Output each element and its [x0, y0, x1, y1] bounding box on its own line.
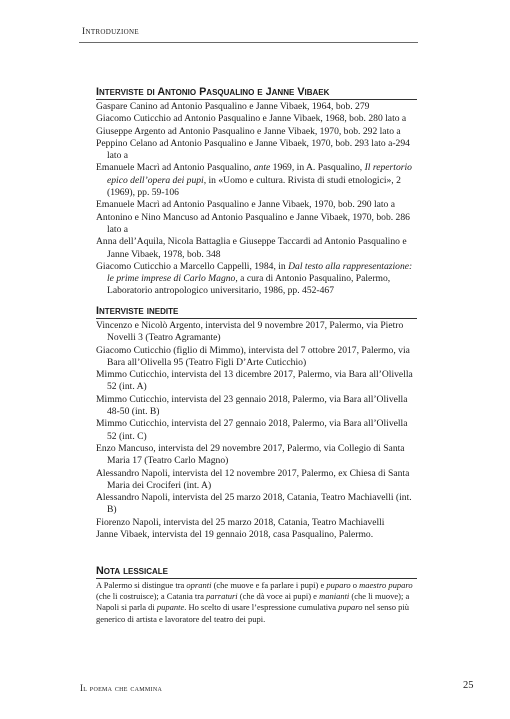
- text-run: (che li muove); a Napoli si parla di: [96, 591, 410, 613]
- section-title: Interviste di Antonio Pasqualino e Janne Vibaek: [96, 86, 417, 100]
- entry-list: [96, 101, 417, 298]
- bibliography-entry: [96, 261, 417, 298]
- bibliography-entry: Anna dell’Aquila, Nicola Battaglia e Giuseppe Taccardi ad Antonio Pasqualino e Janne Vibaek, 1978, bob. 348: [96, 236, 407, 260]
- text-run: (che li costruisce); a Catania tra: [96, 591, 206, 602]
- section-nota-lessicale: [96, 565, 417, 625]
- bibliography-entry: Alessandro Napoli, intervista del 25 marzo 2018, Catania, Teatro Machiavelli (int. B): [96, 492, 412, 516]
- bibliography-entry: Mimmo Cuticchio, intervista del 27 gennaio 2018, Palermo, via Bara all’Olivella 52 (int. C): [96, 418, 408, 442]
- bibliography-entry: Alessandro Napoli, intervista del 12 novembre 2017, Palermo, ex Chiesa di Santa Maria dei Crociferi (int. A): [96, 467, 410, 491]
- bibliography-entry: Peppino Celano ad Antonio Pasqualino e Janne Vibaek, 1970, bob. 293 lato a-294 lato a: [96, 137, 410, 162]
- italic-text: ante: [253, 162, 271, 174]
- bibliography-entry: Giuseppe Argento ad Antonio Pasqualino e Janne Vibaek, 1970, bob. 292 lato a: [96, 125, 401, 137]
- bibliography-entry: Giacomo Cuticchio ad Antonio Pasqualino e Janne Vibaek, 1968, bob. 280 lato a: [96, 113, 407, 125]
- bibliography-entry: Enzo Mancuso, intervista del 29 novembre 2017, Palermo, via Collegio di Santa Maria 17 (Teatro Carlo Magno): [96, 442, 405, 467]
- text-run: , a cura di Antonio Pasqualino, Palermo, Laboratorio antropologico universitario, 1986, pp. 452-467: [107, 273, 391, 297]
- bibliography-entry: Gaspare Canino ad Antonio Pasqualino e Janne Vibaek, 1964, bob. 279: [96, 101, 370, 112]
- section-interviste-pasqualino: [96, 86, 417, 298]
- bibliography-entry: Antonino e Nino Mancuso ad Antonio Pasqualino e Janne Vibaek, 1970, bob. 286 lato a: [96, 211, 410, 235]
- italic-text: parraturi: [205, 591, 238, 602]
- header-rule: [79, 42, 418, 43]
- italic-text: manianti: [319, 591, 350, 602]
- italic-text: opranti: [186, 580, 212, 590]
- footer-book-title: Il poema che cammina: [80, 683, 163, 693]
- section-title: Interviste inedite: [96, 305, 417, 319]
- bibliography-entry: Janne Vibaek, intervista del 19 gennaio 2018, casa Pasqualino, Palermo.: [96, 529, 374, 541]
- entry-list: [96, 320, 417, 541]
- running-head: Introduzione: [82, 27, 139, 37]
- text-run: o: [350, 580, 360, 590]
- bibliography-entry: Emanuele Macrì ad Antonio Pasqualino e Janne Vibaek, 1970, bob. 290 lato a: [96, 199, 395, 211]
- bibliography-entry: Vincenzo e Nicolò Argento, intervista del 9 novembre 2017, Palermo, via Pietro Novelli 3 (Teatro Agramante): [96, 320, 404, 344]
- italic-text: maestro puparo: [359, 580, 413, 590]
- section-title: Nota lessicale: [96, 565, 417, 579]
- italic-text: puparo: [338, 602, 363, 613]
- text-run: (che dà voce ai pupi) e: [237, 591, 320, 602]
- page-number: 25: [463, 680, 474, 691]
- bibliography-entry: Giacomo Cuticchio (figlio di Mimmo), intervista del 7 ottobre 2017, Palermo, via Bara all’Olivella 95 (Teatro Figli D’Arte Cuticchio): [96, 344, 410, 368]
- bibliography-entry: Fiorenzo Napoli, intervista del 25 marzo 2018, Catania, Teatro Machiavelli: [96, 516, 385, 528]
- text-run: Giacomo Cuticchio a Marcello Cappelli, 1984, in: [96, 260, 289, 272]
- text-run: nel senso più generico di artista e lavoratore del teatro dei pupi.: [96, 602, 409, 624]
- bibliography-entry: Mimmo Cuticchio, intervista del 23 gennaio 2018, Palermo, via Bara all’Olivella 48-50 (int. B): [96, 393, 408, 418]
- text-run: (che muove e fa parlare i pupi) e: [211, 580, 327, 590]
- text-run: 1969, in A. Pasqualino,: [270, 162, 365, 174]
- italic-text: pupante: [156, 602, 185, 613]
- italic-text: puparo: [326, 580, 351, 590]
- nota-paragraph: [96, 580, 417, 625]
- text-run: . Ho scelto di usare l’espressione cumulativa: [184, 602, 339, 613]
- bibliography-entry: Mimmo Cuticchio, intervista del 13 dicembre 2017, Palermo, via Bara all’Olivella 52 (int. A): [96, 369, 413, 393]
- text-run: , in «Uomo e cultura. Rivista di studi etnologici», 2 (1969), pp. 59-106: [107, 174, 401, 199]
- italic-text: Dal testo alla rappresentazione: le prime imprese di Carlo Magno: [107, 260, 413, 285]
- text-run: A Palermo si distingue tra: [96, 580, 187, 590]
- bibliography-entry: [96, 162, 417, 199]
- text-run: Emanuele Macrì ad Antonio Pasqualino,: [96, 162, 254, 174]
- italic-text: Il repertorio epico dell’opera dei pupi: [107, 162, 412, 186]
- section-interviste-inedite: [96, 305, 417, 541]
